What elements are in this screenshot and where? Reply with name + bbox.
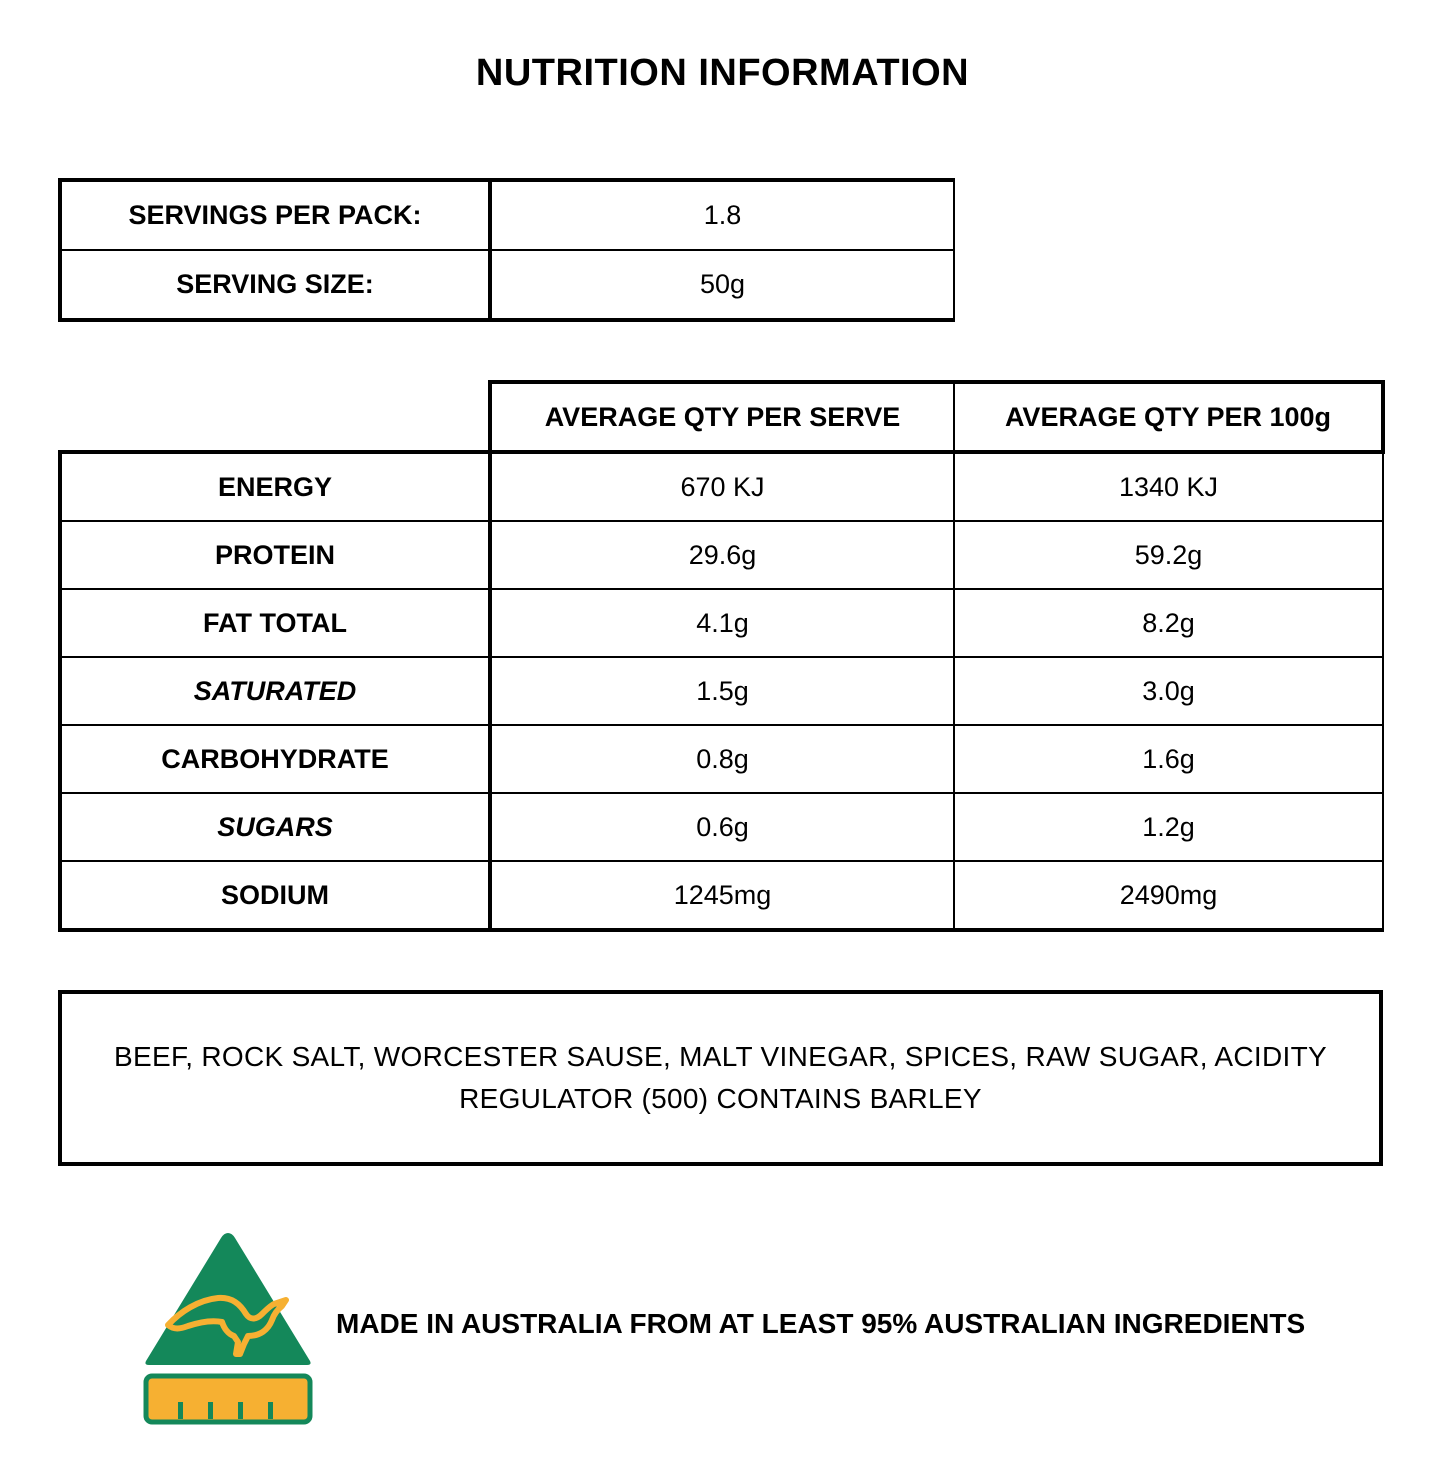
servings-table <box>58 178 955 322</box>
per-100g-value: 2490mg <box>954 861 1383 930</box>
per-100g-value: 1340 KJ <box>954 452 1383 521</box>
nutrient-label: ENERGY <box>60 452 490 521</box>
nutrition-row <box>60 861 1383 930</box>
nutrient-label: SATURATED <box>60 657 490 725</box>
per-100g-value: 59.2g <box>954 521 1383 589</box>
nutrient-label: CARBOHYDRATE <box>60 725 490 793</box>
serving-size-label: SERVING SIZE: <box>60 250 490 320</box>
per-100g-value: 1.6g <box>954 725 1383 793</box>
nutrition-row <box>60 521 1383 589</box>
servings-per-pack-row <box>60 180 954 250</box>
nutrition-row <box>60 657 1383 725</box>
nutrient-label: FAT TOTAL <box>60 589 490 657</box>
page-title: NUTRITION INFORMATION <box>475 52 970 94</box>
ingredients-text: BEEF, ROCK SALT, WORCESTER SAUSE, MALT VINEGAR, SPICES, RAW SUGAR, ACIDITY REGULATOR (500) CONTAINS BARLEY <box>114 1041 1327 1114</box>
nutrition-row <box>60 793 1383 861</box>
per-serve-value: 670 KJ <box>490 452 954 521</box>
per-100g-value: 1.2g <box>954 793 1383 861</box>
header-per-100g: AVERAGE QTY PER 100g <box>954 382 1383 452</box>
per-serve-value: 1.5g <box>490 657 954 725</box>
per-100g-value: 3.0g <box>954 657 1383 725</box>
serving-size-value: 50g <box>490 250 954 320</box>
nutrient-label: SUGARS <box>60 793 490 861</box>
nutrient-label: SODIUM <box>60 861 490 930</box>
per-serve-value: 0.6g <box>490 793 954 861</box>
logo-ruler-bar <box>146 1376 310 1422</box>
origin-statement: MADE IN AUSTRALIA FROM AT LEAST 95% AUSTRALIAN INGREDIENTS <box>336 1308 1306 1339</box>
ingredients-box <box>58 990 1383 1166</box>
per-serve-value: 0.8g <box>490 725 954 793</box>
per-100g-value: 8.2g <box>954 589 1383 657</box>
nutrition-header-row <box>60 382 1383 452</box>
australian-made-logo-icon <box>140 1230 316 1428</box>
nutrition-row <box>60 589 1383 657</box>
header-per-serve: AVERAGE QTY PER SERVE <box>490 382 954 452</box>
nutrition-row <box>60 452 1383 521</box>
nutrient-label: PROTEIN <box>60 521 490 589</box>
serving-size-row <box>60 250 954 320</box>
servings-per-pack-value: 1.8 <box>490 180 954 250</box>
per-serve-value: 29.6g <box>490 521 954 589</box>
nutrition-row <box>60 725 1383 793</box>
header-blank-cell <box>60 382 490 452</box>
per-serve-value: 4.1g <box>490 589 954 657</box>
per-serve-value: 1245mg <box>490 861 954 930</box>
nutrition-table <box>58 380 1385 932</box>
servings-per-pack-label: SERVINGS PER PACK: <box>60 180 490 250</box>
